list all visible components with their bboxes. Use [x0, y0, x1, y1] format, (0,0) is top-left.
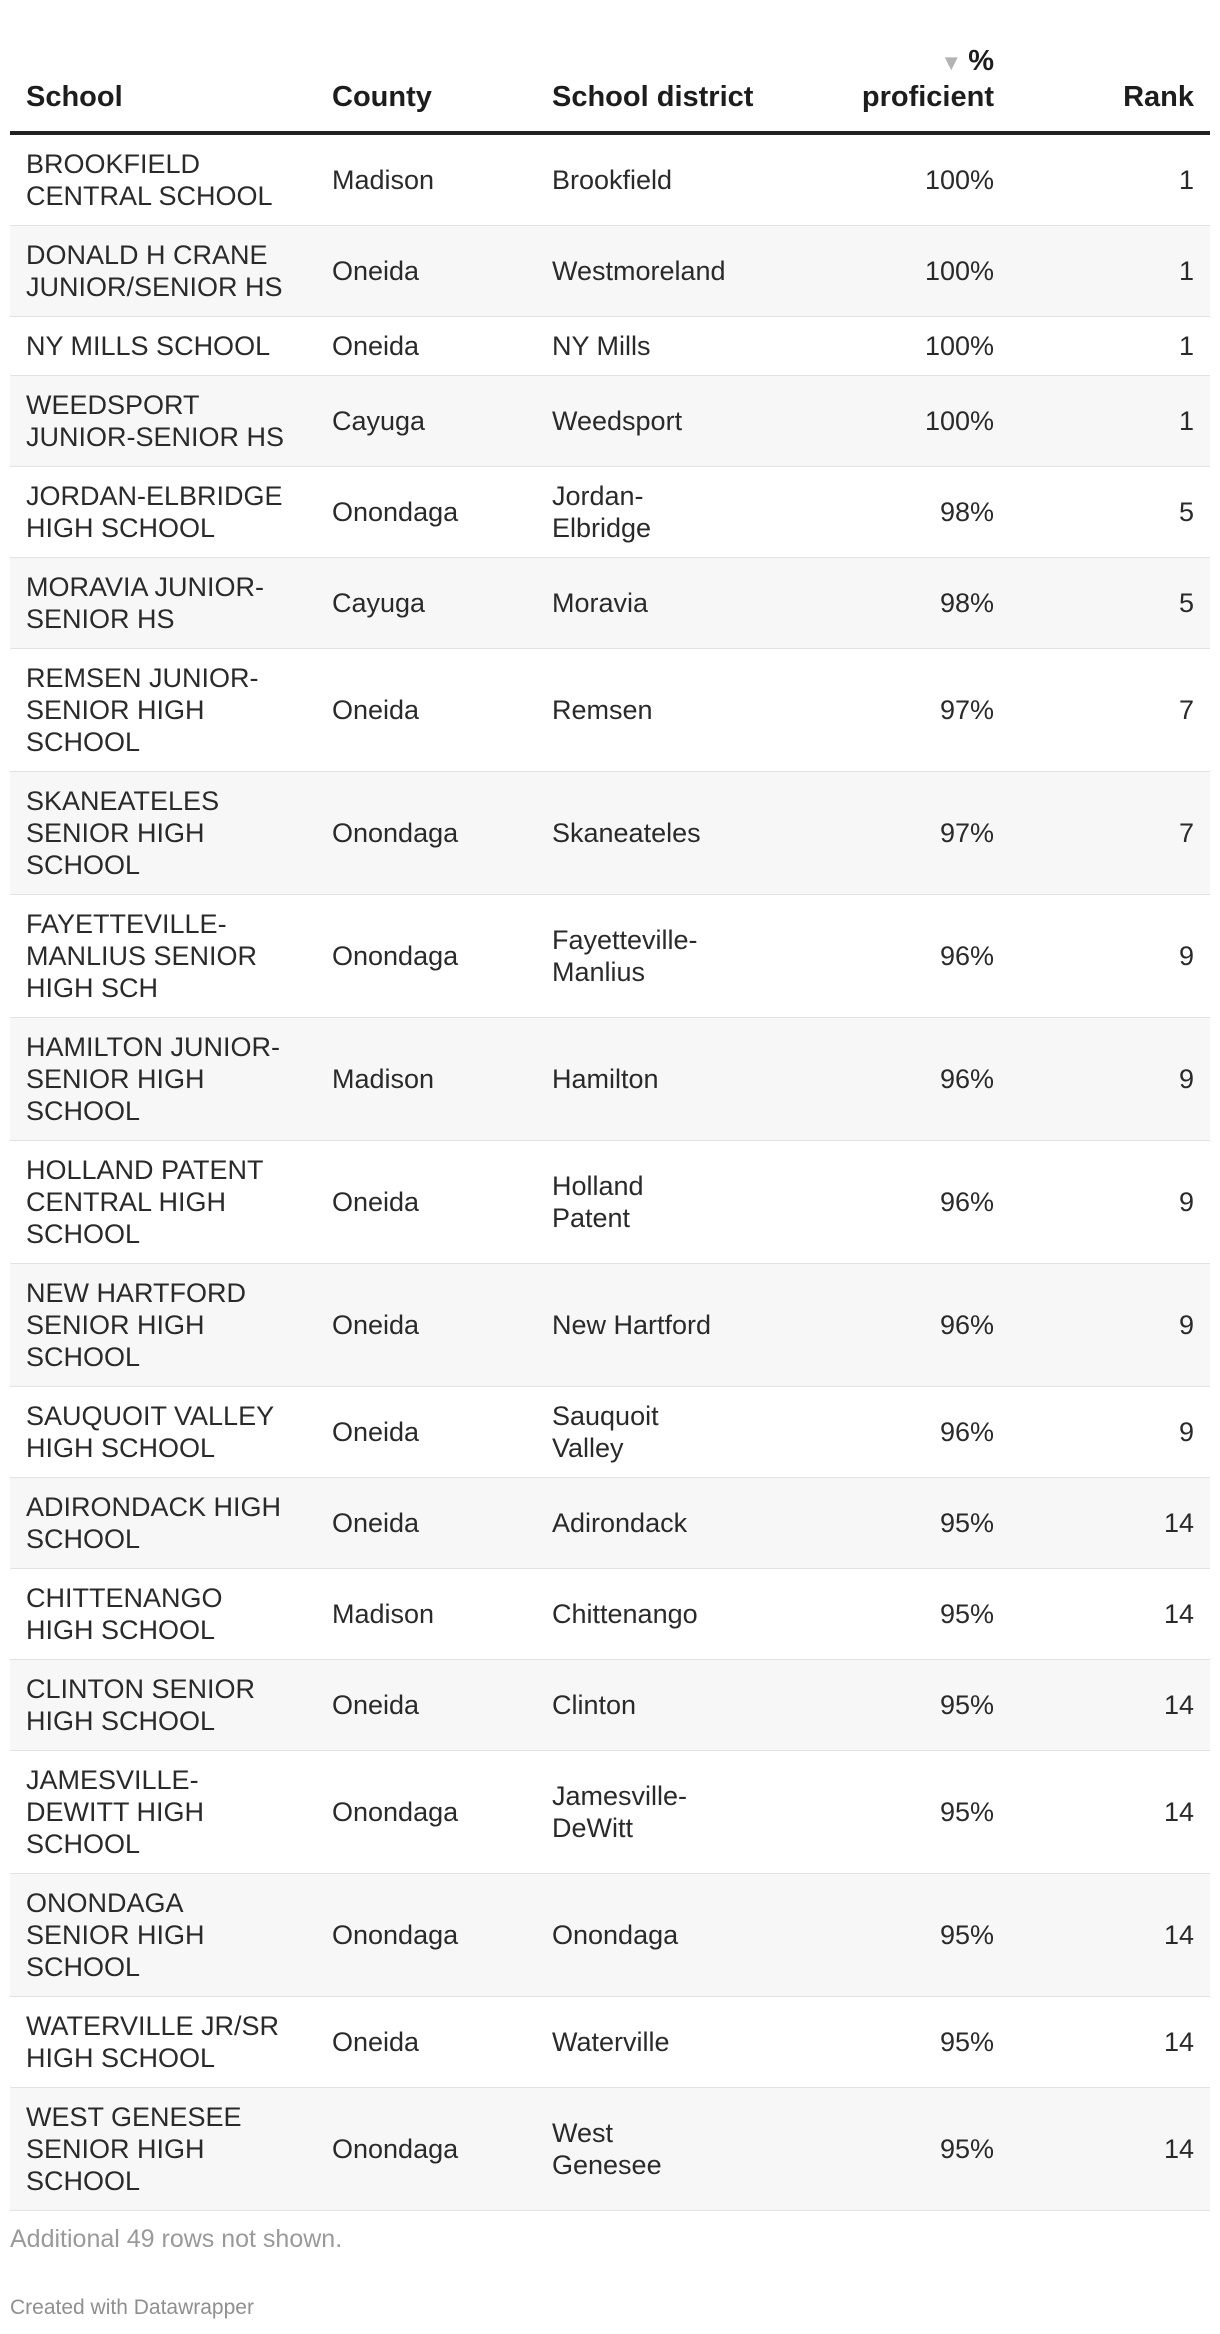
cell-county: Oneida [316, 1387, 536, 1478]
cell-county: Oneida [316, 317, 536, 376]
cell-district: Holland Patent [536, 1141, 786, 1264]
cell-rank: 14 [1010, 1478, 1210, 1569]
cell-school: HAMILTON JUNIOR-SENIOR HIGH SCHOOL [10, 1018, 316, 1141]
cell-pct-proficient: 95% [786, 1569, 1010, 1660]
cell-pct-proficient: 95% [786, 1660, 1010, 1751]
table-row [10, 2088, 1210, 2211]
cell-county: Onondaga [316, 1751, 536, 1874]
header-pct-proficient[interactable] [786, 0, 1010, 133]
cell-district: Jamesville-DeWitt [536, 1751, 786, 1874]
cell-county: Oneida [316, 1660, 536, 1751]
cell-school: NY MILLS SCHOOL [10, 317, 316, 376]
cell-rank: 14 [1010, 1751, 1210, 1874]
cell-district: Clinton [536, 1660, 786, 1751]
cell-pct-proficient: 95% [786, 1478, 1010, 1569]
cell-pct-proficient: 95% [786, 1751, 1010, 1874]
table-row [10, 1569, 1210, 1660]
table-row [10, 1387, 1210, 1478]
cell-school: NEW HARTFORD SENIOR HIGH SCHOOL [10, 1264, 316, 1387]
table-row [10, 376, 1210, 467]
footnote: Additional 49 rows not shown. [10, 2225, 343, 2253]
cell-county: Onondaga [316, 1874, 536, 1997]
cell-pct-proficient: 96% [786, 1264, 1010, 1387]
cell-county: Oneida [316, 1141, 536, 1264]
cell-county: Oneida [316, 1478, 536, 1569]
cell-school: SKANEATELES SENIOR HIGH SCHOOL [10, 772, 316, 895]
cell-rank: 1 [1010, 226, 1210, 317]
cell-county: Madison [316, 133, 536, 226]
cell-district: West Genesee [536, 2088, 786, 2211]
header-district[interactable]: School district [536, 0, 786, 133]
cell-rank: 9 [1010, 1018, 1210, 1141]
table-body [10, 133, 1210, 2211]
table-row [10, 1018, 1210, 1141]
cell-district: Sauquoit Valley [536, 1387, 786, 1478]
cell-pct-proficient: 96% [786, 1387, 1010, 1478]
sort-descending-icon: ▼ [940, 50, 963, 75]
cell-pct-proficient: 100% [786, 133, 1010, 226]
cell-rank: 14 [1010, 1874, 1210, 1997]
table-row [10, 1141, 1210, 1264]
schools-table [10, 0, 1210, 2211]
cell-pct-proficient: 95% [786, 1874, 1010, 1997]
cell-district: Hamilton [536, 1018, 786, 1141]
cell-district: Jordan-Elbridge [536, 467, 786, 558]
table-row [10, 226, 1210, 317]
header-row [10, 0, 1210, 133]
header-school[interactable]: School [10, 0, 316, 133]
cell-school: REMSEN JUNIOR-SENIOR HIGH SCHOOL [10, 649, 316, 772]
cell-rank: 14 [1010, 2088, 1210, 2211]
cell-school: FAYETTEVILLE-MANLIUS SENIOR HIGH SCH [10, 895, 316, 1018]
cell-county: Cayuga [316, 558, 536, 649]
table-row [10, 317, 1210, 376]
cell-school: SAUQUOIT VALLEY HIGH SCHOOL [10, 1387, 316, 1478]
cell-school: BROOKFIELD CENTRAL SCHOOL [10, 133, 316, 226]
table-row [10, 1997, 1210, 2088]
cell-district: Brookfield [536, 133, 786, 226]
cell-county: Onondaga [316, 895, 536, 1018]
cell-school: JORDAN-ELBRIDGE HIGH SCHOOL [10, 467, 316, 558]
cell-school: CHITTENANGO HIGH SCHOOL [10, 1569, 316, 1660]
cell-school: ONONDAGA SENIOR HIGH SCHOOL [10, 1874, 316, 1997]
cell-school: ADIRONDACK HIGH SCHOOL [10, 1478, 316, 1569]
cell-pct-proficient: 97% [786, 649, 1010, 772]
cell-county: Oneida [316, 226, 536, 317]
cell-rank: 9 [1010, 1387, 1210, 1478]
cell-pct-proficient: 98% [786, 467, 1010, 558]
cell-rank: 7 [1010, 772, 1210, 895]
table-row [10, 1264, 1210, 1387]
cell-district: Weedsport [536, 376, 786, 467]
cell-pct-proficient: 100% [786, 376, 1010, 467]
table-row [10, 1660, 1210, 1751]
cell-district: Waterville [536, 1997, 786, 2088]
table-row [10, 1874, 1210, 1997]
cell-pct-proficient: 100% [786, 317, 1010, 376]
cell-school: MORAVIA JUNIOR-SENIOR HS [10, 558, 316, 649]
cell-county: Oneida [316, 1264, 536, 1387]
cell-school: WATERVILLE JR/SR HIGH SCHOOL [10, 1997, 316, 2088]
cell-rank: 14 [1010, 1660, 1210, 1751]
cell-pct-proficient: 96% [786, 895, 1010, 1018]
cell-rank: 14 [1010, 1569, 1210, 1660]
table-row [10, 895, 1210, 1018]
header-county[interactable]: County [316, 0, 536, 133]
cell-rank: 9 [1010, 1264, 1210, 1387]
table-row [10, 133, 1210, 226]
data-table-container [10, 0, 1210, 2211]
cell-district: Moravia [536, 558, 786, 649]
cell-district: Westmoreland [536, 226, 786, 317]
cell-county: Cayuga [316, 376, 536, 467]
cell-district: Remsen [536, 649, 786, 772]
cell-pct-proficient: 97% [786, 772, 1010, 895]
table-row [10, 1751, 1210, 1874]
table-row [10, 558, 1210, 649]
header-pct-symbol: % [968, 45, 994, 77]
cell-district: Skaneateles [536, 772, 786, 895]
cell-school: DONALD H CRANE JUNIOR/SENIOR HS [10, 226, 316, 317]
cell-rank: 7 [1010, 649, 1210, 772]
table-row [10, 649, 1210, 772]
table-row [10, 1478, 1210, 1569]
cell-county: Onondaga [316, 772, 536, 895]
cell-pct-proficient: 96% [786, 1018, 1010, 1141]
cell-pct-proficient: 96% [786, 1141, 1010, 1264]
cell-county: Onondaga [316, 2088, 536, 2211]
cell-pct-proficient: 100% [786, 226, 1010, 317]
cell-county: Onondaga [316, 467, 536, 558]
cell-county: Oneida [316, 649, 536, 772]
header-rank[interactable]: Rank [1010, 0, 1210, 133]
cell-district: New Hartford [536, 1264, 786, 1387]
cell-rank: 9 [1010, 895, 1210, 1018]
cell-rank: 9 [1010, 1141, 1210, 1264]
cell-county: Madison [316, 1018, 536, 1141]
cell-district: NY Mills [536, 317, 786, 376]
cell-rank: 1 [1010, 133, 1210, 226]
cell-school: CLINTON SENIOR HIGH SCHOOL [10, 1660, 316, 1751]
cell-district: Adirondack [536, 1478, 786, 1569]
cell-school: JAMESVILLE-DEWITT HIGH SCHOOL [10, 1751, 316, 1874]
cell-rank: 5 [1010, 467, 1210, 558]
cell-rank: 1 [1010, 376, 1210, 467]
cell-pct-proficient: 95% [786, 1997, 1010, 2088]
credit-link[interactable]: Created with Datawrapper [10, 2296, 254, 2319]
cell-county: Oneida [316, 1997, 536, 2088]
table-row [10, 467, 1210, 558]
cell-district: Onondaga [536, 1874, 786, 1997]
cell-rank: 14 [1010, 1997, 1210, 2088]
cell-pct-proficient: 95% [786, 2088, 1010, 2211]
header-pct-label: proficient [861, 81, 994, 113]
cell-rank: 1 [1010, 317, 1210, 376]
cell-school: WEEDSPORT JUNIOR-SENIOR HS [10, 376, 316, 467]
cell-district: Chittenango [536, 1569, 786, 1660]
cell-pct-proficient: 98% [786, 558, 1010, 649]
cell-county: Madison [316, 1569, 536, 1660]
cell-school: WEST GENESEE SENIOR HIGH SCHOOL [10, 2088, 316, 2211]
table-row [10, 772, 1210, 895]
table-header [10, 0, 1210, 133]
cell-rank: 5 [1010, 558, 1210, 649]
cell-school: HOLLAND PATENT CENTRAL HIGH SCHOOL [10, 1141, 316, 1264]
cell-district: Fayetteville-Manlius [536, 895, 786, 1018]
